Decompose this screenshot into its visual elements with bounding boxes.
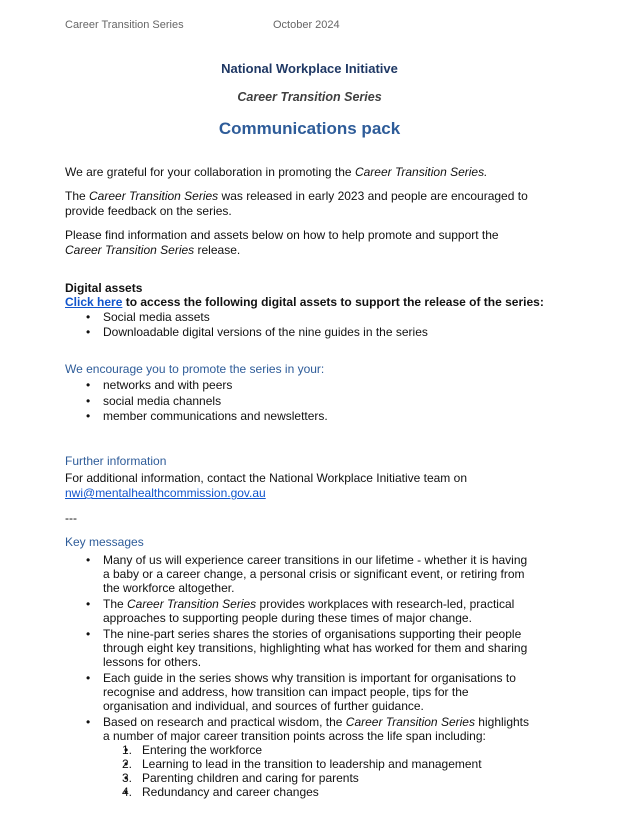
org-title: National Workplace Initiative <box>221 61 398 76</box>
list-item: • 1. Entering the workforce <box>103 743 535 757</box>
intro-paragraph-2: The Career Transition Series was released in early 2023 and people are encouraged to provide feedback on the series. <box>65 189 528 218</box>
series-title: Career Transition Series <box>237 90 382 104</box>
list-item: • member communications and newsletters. <box>65 409 535 423</box>
list-item: • Based on research and practical wisdom, the Career Transition Series highlights a number of major career transition points across the life span including: • 1. Entering the workforce • 2. Learning to lead in the transition to leadership and management • 3. Parenting children and caring for parents • 4. Redundancy and career changes <box>65 715 535 799</box>
digital-assets-intro: Click here to access the following digital assets to support the release of the series: <box>65 295 544 309</box>
promote-heading: We encourage you to promote the series in your: <box>65 362 325 376</box>
separator: --- <box>65 511 77 525</box>
header-date: October 2024 <box>273 19 340 31</box>
click-here-link[interactable]: Click here <box>65 295 123 309</box>
intro-paragraph-1: We are grateful for your collaboration in promoting the Career Transition Series. <box>65 165 488 179</box>
key-messages-heading: Key messages <box>65 535 144 549</box>
list-item: • The Career Transition Series provides workplaces with research-led, practical approaches to supporting people during these times of major change. <box>65 597 535 625</box>
list-item: • networks and with peers <box>65 378 535 392</box>
list-item: • 4. Redundancy and career changes <box>103 785 535 799</box>
key-messages-list <box>65 553 535 799</box>
list-item: • Each guide in the series shows why transition is important for organisations to recognise and address, how transition can impact people, tips for the organisation and individual, and sources of further guidance. <box>65 671 535 713</box>
digital-assets-heading: Digital assets <box>65 281 143 295</box>
list-item: • Many of us will experience career transitions in our lifetime - whether it is having a baby or a career change, a personal crisis or significant event, or retiring from the workforce altogether. <box>65 553 535 595</box>
contact-email-link[interactable]: nwi@mentalhealthcommission.gov.au <box>65 486 266 500</box>
transition-points-list <box>103 743 535 799</box>
intro-paragraph-3: Please find information and assets below on how to help promote and support the Career Transition Series release. <box>65 228 499 257</box>
header-series: Career Transition Series <box>65 19 184 31</box>
digital-assets-list <box>65 310 535 339</box>
list-item: • The nine-part series shares the stories of organisations supporting their people through eight key transitions, highlighting what has worked for them and sharing lessons for others. <box>65 627 535 669</box>
list-item: • Downloadable digital versions of the nine guides in the series <box>65 325 535 339</box>
promote-list <box>65 378 535 423</box>
list-item: • 2. Learning to lead in the transition to leadership and management <box>103 757 535 771</box>
further-info-heading: Further information <box>65 454 167 468</box>
list-item: • social media channels <box>65 394 535 408</box>
contact-email-line <box>65 486 535 501</box>
document-title: Communications pack <box>218 119 401 138</box>
list-item: • Social media assets <box>65 310 535 324</box>
further-info-text: For additional information, contact the National Workplace Initiative team on <box>65 471 467 485</box>
list-item: • 3. Parenting children and caring for parents <box>103 771 535 785</box>
